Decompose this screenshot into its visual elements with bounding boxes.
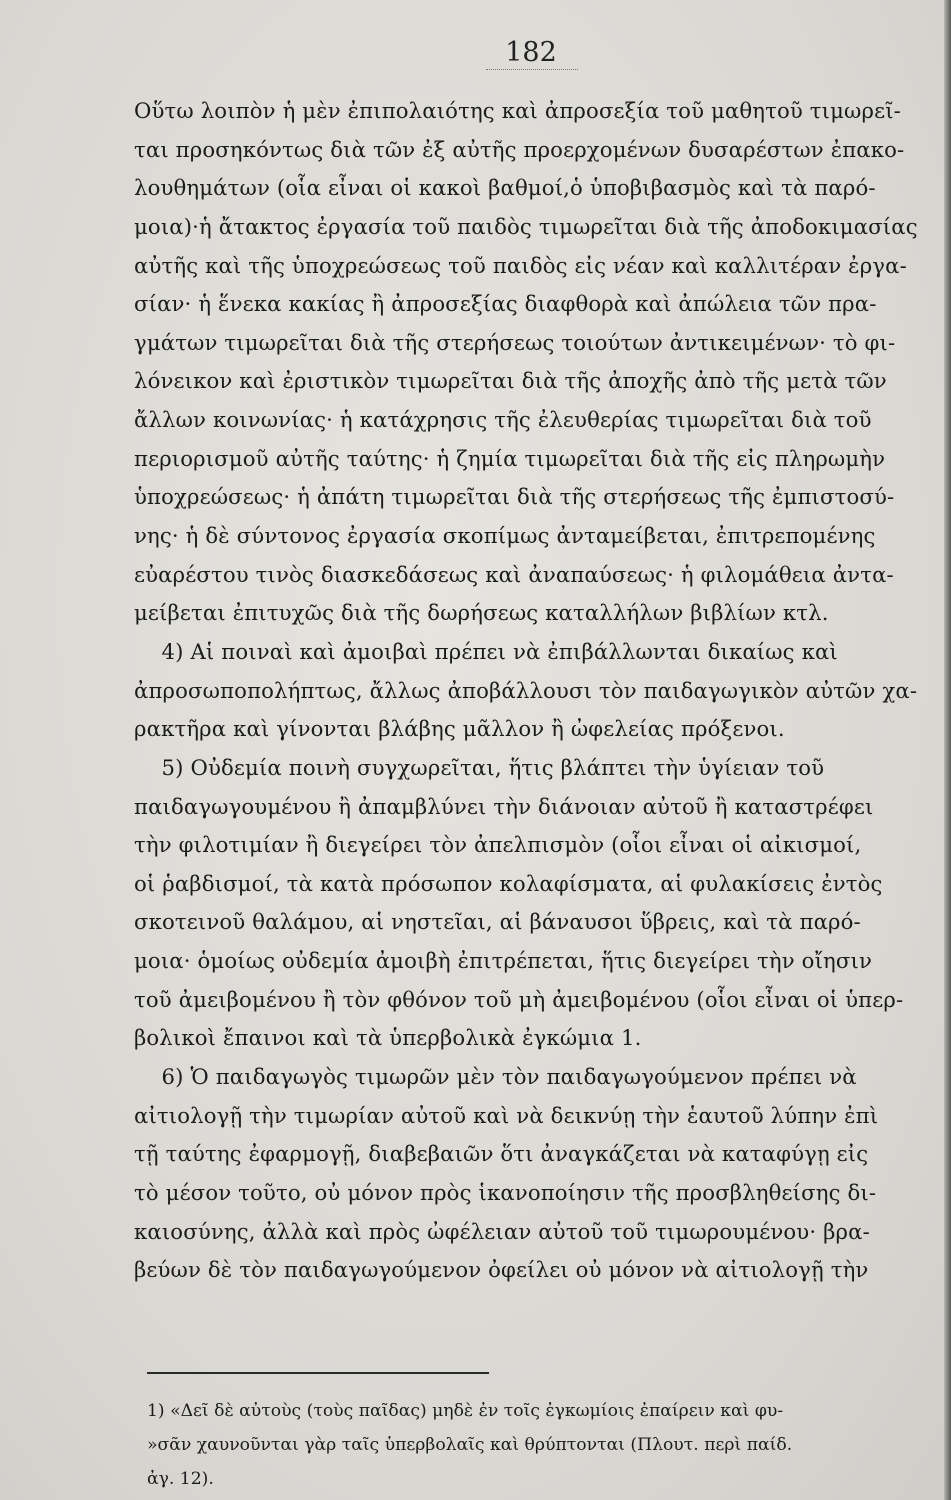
text-line: τῇ ταύτης ἐφαρμογῇ, διαβεβαιῶν ὅτι ἀναγκάζεται νὰ καταφύγῃ εἰς xyxy=(134,1141,869,1167)
text-line: εὐαρέστου τινὸς διασκεδάσεως καὶ ἀναπαύσεως· ἡ φιλομάθεια ἀντα- xyxy=(134,561,894,587)
text-line: παιδαγωγουμένου ἢ ἀπαμβλύνει τὴν διάνοιαν αὐτοῦ ἢ καταστρέφει xyxy=(134,793,874,819)
text-line: οἱ ῥαβδισμοί, τὰ κατὰ πρόσωπον κολαφίσματα, αἱ φυλακίσεις ἐντὸς xyxy=(134,870,883,896)
footnotes xyxy=(147,1394,947,1496)
text-line: τοῦ ἀμειβομένου ἢ τὸν φθόνον τοῦ μὴ ἀμειβομένου (οἷοι εἶναι οἱ ὑπερ- xyxy=(134,986,904,1012)
text-line: μείβεται ἐπιτυχῶς διὰ τῆς δωρήσεως καταλλήλων βιβλίων κτλ. xyxy=(134,600,829,626)
page-number: 182 xyxy=(505,37,557,68)
text-line: βεύων δὲ τὸν παιδαγωγούμενον ὀφείλει οὐ μόνον νὰ αἰτιολογῇ τὴν xyxy=(134,1257,869,1283)
footnote-line: 1) «Δεῖ δὲ αὐτοὺς (τοὺς παῖδας) μηδὲ ἐν τοῖς ἐγκωμίοις ἐπαίρειν καὶ φυ- xyxy=(147,1401,784,1421)
page-number-rule xyxy=(486,69,578,70)
text-line: 6) Ὁ παιδαγωγὸς τιμωρῶν μὲν τὸν παιδαγωγούμενον πρέπει νὰ xyxy=(134,1064,857,1090)
text-line: περιορισμοῦ αὐτῆς ταύτης· ἡ ζημία τιμωρεῖται διὰ τῆς εἰς πληρωμὴν xyxy=(134,445,886,471)
text-line: ὑποχρεώσεως· ἡ ἀπάτη τιμωρεῖται διὰ τῆς στερήσεως τῆς ἐμπιστοσύ- xyxy=(134,484,895,510)
text-line: τὸ μέσον τοῦτο, οὐ μόνον πρὸς ἱκανοποίησιν τῆς προσβληθείσης δι- xyxy=(134,1179,877,1205)
text-line: αἰτιολογῇ τὴν τιμωρίαν αὐτοῦ καὶ νὰ δεικνύῃ τὴν ἑαυτοῦ λύπην ἐπὶ xyxy=(134,1102,879,1128)
text-line: καιοσύνης, ἀλλὰ καὶ πρὸς ὠφέλειαν αὐτοῦ τοῦ τιμωρουμένου· βρα- xyxy=(134,1218,870,1244)
text-line: ἄλλων κοινωνίας· ἡ κατάχρησις τῆς ἐλευθερίας τιμωρεῖται διὰ τοῦ xyxy=(134,407,872,433)
text-line: 4) Αἱ ποιναὶ καὶ ἀμοιβαὶ πρέπει νὰ ἐπιβάλλωνται δικαίως καὶ xyxy=(134,638,838,664)
text-line: σίαν· ἡ ἕνεκα κακίας ἢ ἀπροσεξίας διαφθορὰ καὶ ἀπώλεια τῶν πρα- xyxy=(134,291,877,317)
page-edge-shadow xyxy=(944,0,951,1500)
text-line: ρακτῆρα καὶ γίνονται βλάβης μᾶλλον ἢ ὠφελείας πρόξενοι. xyxy=(134,716,785,742)
text-line: νης· ἡ δὲ σύντονος ἐργασία σκοπίμως ἀνταμείβεται, ἐπιτρεπομένης xyxy=(134,523,876,549)
text-line: σκοτεινοῦ θαλάμου, αἱ νηστεῖαι, αἱ βάναυσοι ὕβρεις, καὶ τὰ παρό- xyxy=(134,909,861,935)
footnote-separator xyxy=(147,1372,489,1374)
text-line: μοια)·ἡ ἄτακτος ἐργασία τοῦ παιδὸς τιμωρεῖται διὰ τῆς ἀποδοκιμασίας xyxy=(134,213,918,239)
footnote-line: ἀγ. 12). xyxy=(147,1469,214,1489)
text-line: μοια· ὁμοίως οὐδεμία ἀμοιβὴ ἐπιτρέπεται, ἥτις διεγείρει τὴν οἴησιν xyxy=(134,948,872,974)
text-line: αὐτῆς καὶ τῆς ὑποχρεώσεως τοῦ παιδὸς εἰς νέαν καὶ καλλιτέραν ἐργα- xyxy=(134,252,907,278)
text-line: γμάτων τιμωρεῖται διὰ τῆς στερήσεως τοιούτων ἀντικειμένων· τὸ φι- xyxy=(134,329,896,355)
text-line: ται προσηκόντως διὰ τῶν ἐξ αὐτῆς προερχομένων δυσαρέστων ἐπακο- xyxy=(134,136,905,162)
text-line: λουθημάτων (οἷα εἶναι οἱ κακοὶ βαθμοί,ὁ ὑποβιβασμὸς καὶ τὰ παρό- xyxy=(134,175,876,201)
footnote-line: »σᾶν χαυνοῦνται γὰρ ταῖς ὑπερβολαῖς καὶ θρύπτονται (Πλουτ. περὶ παίδ. xyxy=(147,1435,793,1455)
text-line: Οὕτω λοιπὸν ἡ μὲν ἐπιπολαιότης καὶ ἀπροσεξία τοῦ μαθητοῦ τιμωρεῖ- xyxy=(134,98,901,123)
text-line: λόνεικον καὶ ἐριστικὸν τιμωρεῖται διὰ τῆς ἀποχῆς ἀπὸ τῆς μετὰ τῶν xyxy=(134,368,887,394)
text-line: τὴν φιλοτιμίαν ἢ διεγείρει τὸν ἀπελπισμὸν (οἷοι εἶναι οἱ αἰκισμοί, xyxy=(134,832,862,858)
body-text xyxy=(134,92,946,1290)
text-line: 5) Οὐδεμία ποινὴ συγχωρεῖται, ἥτις βλάπτει τὴν ὑγίειαν τοῦ xyxy=(134,754,825,780)
text-line: βολικοὶ ἔπαινοι καὶ τὰ ὑπερβολικὰ ἐγκώμια 1. xyxy=(134,1025,642,1051)
text-line: ἀπροσωποπολήπτως, ἄλλως ἀποβάλλουσι τὸν παιδαγωγικὸν αὐτῶν χα- xyxy=(134,677,918,703)
